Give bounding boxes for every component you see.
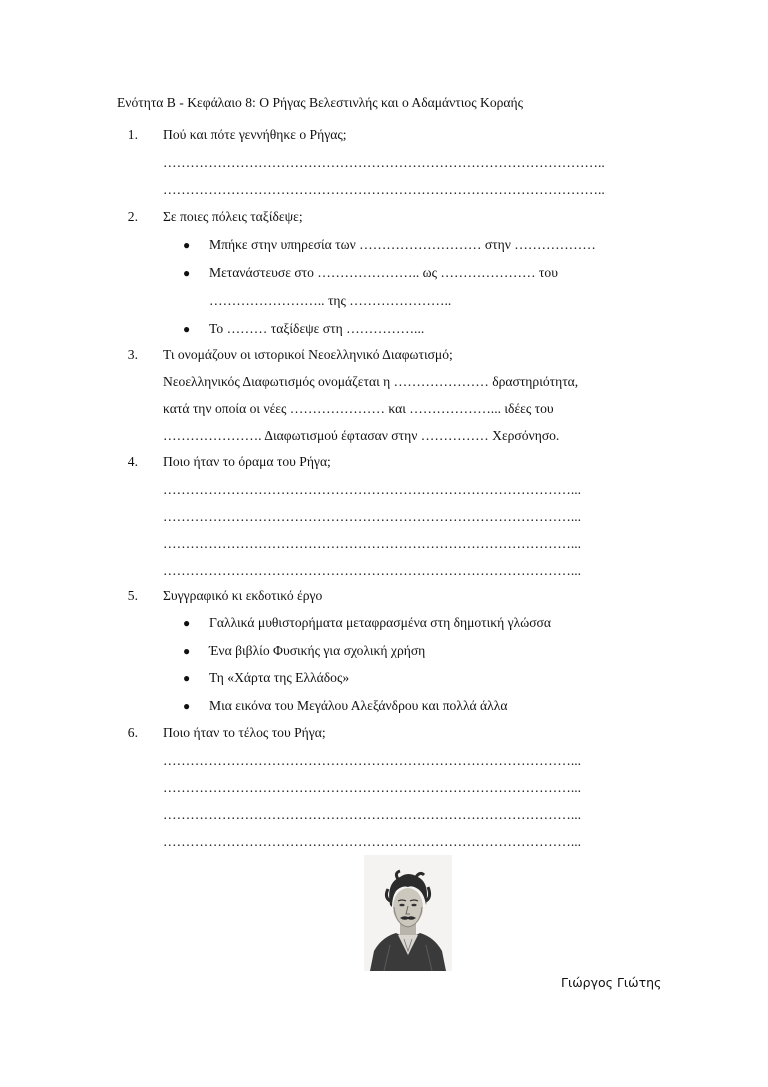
- list-item-text: Μετανάστευσε στο ………………….. ως ………………… του: [209, 265, 558, 280]
- question-text: Σε ποιες πόλεις ταξίδεψε;: [163, 209, 303, 224]
- bullet-icon: ●: [183, 699, 191, 713]
- list-item-continuation: …………………….. της …………………..: [209, 293, 452, 308]
- list-item-text: Ένα βιβλίο Φυσικής για σχολική χρήση: [209, 643, 426, 658]
- portrait-image: [364, 855, 452, 971]
- author-signature: Γιώργος Γιώτης: [561, 975, 662, 990]
- question-number: 6.: [127, 725, 138, 740]
- worksheet-title: Ενότητα Β - Κεφάλαιο 8: Ο Ρήγας Βελεστινλής και ο Αδαμάντιος Κοραής: [117, 95, 524, 110]
- question-text: Ποιο ήταν το όραμα του Ρήγα;: [163, 454, 331, 469]
- question-text: Ποιο ήταν το τέλος του Ρήγα;: [163, 725, 326, 740]
- answer-line: Νεοελληνικός Διαφωτισμός ονομάζεται η ………………… δραστηριότητα,: [163, 374, 579, 389]
- list-item-text: Μια εικόνα του Μεγάλου Αλεξάνδρου και πολλά άλλα: [209, 698, 508, 713]
- list-item-text: Μπήκε στην υπηρεσία των ……………………… στην ………………: [209, 237, 596, 252]
- answer-line: ………………………………………………………………………………...: [163, 834, 582, 849]
- question-number: 4.: [127, 454, 138, 469]
- answer-line: ………………………………………………………………………………...: [163, 753, 582, 768]
- question-text: Τι ονομάζουν οι ιστορικοί Νεοελληνικό Διαφωτισμό;: [163, 347, 453, 362]
- answer-line: ………………………………………………………………………………...: [163, 536, 582, 551]
- answer-line: ………………………………………………………………………………...: [163, 482, 582, 497]
- list-item-text: Γαλλικά μυθιστορήματα μεταφρασμένα στη δημοτική γλώσσα: [209, 615, 551, 630]
- bullet-icon: ●: [183, 266, 191, 280]
- question-number: 2.: [127, 209, 138, 224]
- bullet-icon: ●: [183, 671, 191, 685]
- answer-line: …………………. Διαφωτισμού έφτασαν στην …………… Χερσόνησο.: [163, 428, 560, 443]
- question-number: 5.: [127, 588, 138, 603]
- answer-line: ……………………………………………………………………………………..: [163, 155, 605, 170]
- answer-line: ………………………………………………………………………………...: [163, 509, 582, 524]
- question-text: Συγγραφικό κι εκδοτικό έργο: [163, 588, 323, 603]
- question-number: 3.: [127, 347, 138, 362]
- bullet-icon: ●: [183, 616, 191, 630]
- bullet-icon: ●: [183, 238, 191, 252]
- bullet-icon: ●: [183, 644, 191, 658]
- answer-line: ……………………………………………………………………………………..: [163, 182, 605, 197]
- list-item-text: Τη «Χάρτα της Ελλάδος»: [209, 670, 350, 685]
- question-number: 1.: [127, 127, 138, 142]
- answer-line: ………………………………………………………………………………...: [163, 563, 582, 578]
- answer-line: ………………………………………………………………………………...: [163, 807, 582, 822]
- answer-line: κατά την οποία οι νέες ………………… και ………………... ιδέες του: [163, 401, 554, 416]
- bullet-icon: ●: [183, 322, 191, 336]
- answer-line: ………………………………………………………………………………...: [163, 780, 582, 795]
- list-item-text: Το ……… ταξίδεψε στη ……………...: [209, 321, 425, 336]
- question-text: Πού και πότε γεννήθηκε ο Ρήγας;: [163, 127, 347, 142]
